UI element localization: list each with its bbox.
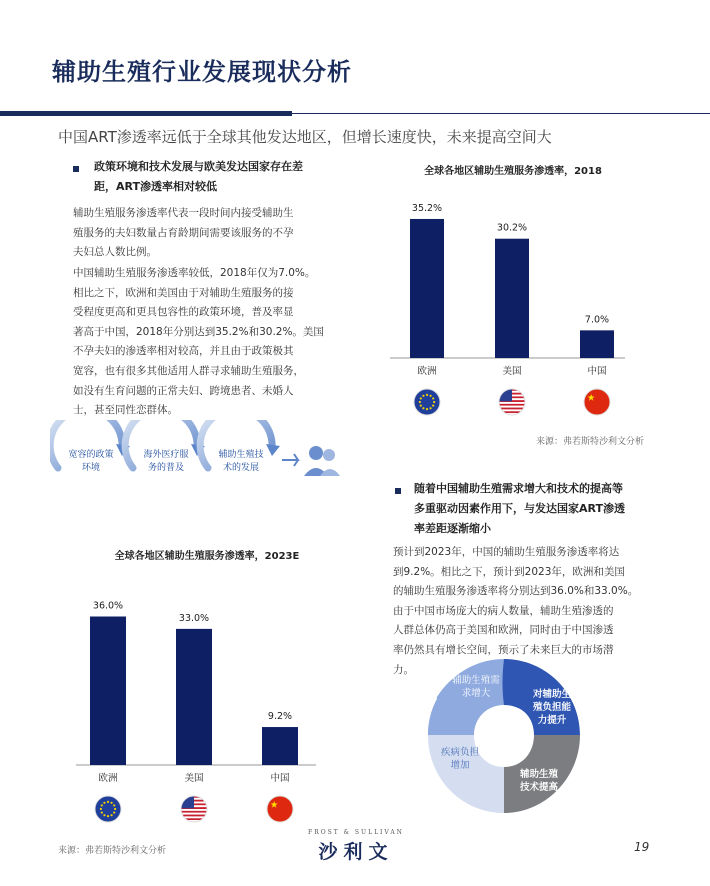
page-subtitle: 中国ART渗透率远低于全球其他发达地区，但增长速度快，未来提高空间大: [58, 128, 552, 146]
text-line: 预计到2023年，中国的辅助生殖服务渗透率将达: [393, 546, 620, 558]
logo-bottom-text: 沙利文: [318, 841, 394, 863]
data-label-2: 7.0%: [584, 314, 610, 326]
bullet-square-icon: [73, 166, 79, 172]
cycle-seg2-line3: 力提升: [537, 715, 567, 726]
cycle-seg1-line1: 辅助生殖需: [452, 675, 500, 686]
text-line: 受程度更高和更具包容性的政策环境，普及率显: [73, 306, 294, 319]
us-flag-icon: [181, 796, 207, 822]
cycle-seg4-line2: 增加: [450, 760, 470, 771]
bar-1: [495, 239, 529, 358]
flow-item-1-line1: 宽容的政策: [68, 450, 114, 460]
text-line: 到9.2%。相比之下，预计到2023年，欧洲和美国: [393, 565, 625, 578]
text-line: 殖服务的夫妇数量占育龄期间需要该服务的不孕: [73, 226, 294, 239]
text-line: 人群总体仍高于美国和欧洲，同时由于中国渗透: [393, 624, 614, 637]
source-right: 来源：弗若斯特沙利文分析: [536, 437, 645, 447]
bullet-square-icon: [395, 488, 401, 494]
flow-item-2-line1: 海外医疗服: [143, 450, 189, 460]
bar-0: [410, 219, 444, 358]
cycle-seg3-line1: 辅助生殖: [519, 769, 559, 780]
category-label-0: 欧洲: [98, 773, 118, 784]
logo-top-text: FROST & SULLIVAN: [308, 829, 404, 836]
drivers-flow-diagram: [50, 420, 350, 500]
growth-drivers-cycle: [424, 655, 584, 820]
china-flag-icon: [584, 389, 610, 415]
people-icon: [282, 446, 340, 476]
text-line: 不孕夫妇的渗透率相对较高，并且由于政策极其: [73, 345, 294, 358]
category-label-1: 美国: [502, 366, 522, 377]
section1-heading-line1: 政策环境和技术发展与欧美发达国家存在差: [94, 160, 303, 173]
chart-2023-title: 全球各地区辅助生殖服务渗透率，2023E: [114, 551, 300, 562]
eu-flag-icon: [95, 796, 121, 822]
text-line: 中国辅助生殖服务渗透率较低，2018年仅为7.0%。: [73, 267, 316, 279]
title-underline-line: [292, 113, 710, 114]
section2-heading-line3: 率差距逐渐缩小: [414, 522, 491, 535]
text-line: 力。: [393, 663, 414, 676]
section2-heading: [414, 479, 654, 539]
data-label-0: 36.0%: [92, 600, 124, 612]
text-line: 如没有生育问题的正常夫妇、跨境患者、未婚人: [73, 384, 294, 397]
data-label-0: 35.2%: [411, 202, 443, 214]
page-number: 19: [634, 840, 650, 854]
us-flag-icon: [499, 389, 525, 415]
china-flag-icon: [267, 796, 293, 822]
flow-item-3-line2: 术的发展: [222, 463, 260, 473]
text-line: 由于中国市场庞大的病人数量，辅助生殖渗透的: [393, 604, 614, 617]
bar-2: [262, 727, 298, 765]
text-line: 宽容，也有很多其他适用人群寻求辅助生殖服务，: [73, 364, 304, 377]
cycle-seg2-line2: 殖负担能: [532, 702, 572, 713]
bar-2: [580, 330, 614, 358]
flow-circle-3: [200, 420, 280, 488]
text-line: 辅助生殖服务渗透率代表一段时间内接受辅助生: [73, 207, 294, 219]
chart-2018-title: 全球各地区辅助生殖服务渗透率，2018: [424, 166, 602, 177]
flow-circle-1: [50, 420, 130, 488]
cycle-seg3-line2: 技术提高: [519, 782, 559, 793]
data-label-2: 9.2%: [267, 711, 293, 723]
chart-2018: [390, 200, 640, 425]
flow-item-1-line2: 环境: [81, 463, 101, 473]
data-label-1: 33.0%: [178, 612, 210, 624]
frost-sullivan-logo: [306, 829, 406, 864]
cycle-seg1-line2: 求增大: [461, 688, 491, 699]
text-line: 著高于中国，2018年分别达到35.2%和30.2%。美国: [73, 325, 324, 338]
text-line: 夫妇总人数比例。: [73, 246, 157, 259]
title-underline-bar: [0, 111, 292, 116]
cycle-seg4-line1: 疾病负担: [440, 747, 480, 758]
cycle-center: [484, 716, 524, 756]
category-label-1: 美国: [184, 773, 204, 784]
category-label-2: 中国: [270, 773, 290, 784]
flow-circle-2: [125, 420, 205, 488]
text-line: 相比之下，欧洲和美国由于对辅助生殖服务的接: [73, 286, 294, 299]
chart-2023: [76, 600, 326, 832]
flow-item-2-line2: 务的普及: [147, 463, 185, 473]
section1-para1: [73, 204, 343, 263]
eu-flag-icon: [414, 389, 440, 415]
flow-item-3-line1: 辅助生殖技: [218, 450, 264, 460]
text-line: 士，甚至同性恋群体。: [73, 404, 178, 417]
category-label-2: 中国: [587, 366, 607, 377]
section2-heading-line2: 多重驱动因素作用下，与发达国家ART渗透: [414, 502, 625, 515]
bar-0: [90, 617, 126, 766]
section2-heading-line1: 随着中国辅助生殖需求增大和技术的提高等: [414, 482, 623, 495]
section1-para2: [73, 264, 343, 421]
bar-1: [176, 629, 212, 765]
source-left: 来源：弗若斯特沙利文分析: [58, 846, 167, 856]
data-label-1: 30.2%: [496, 222, 528, 234]
section1-heading-line2: 距，ART渗透率相对较低: [94, 180, 217, 193]
cycle-seg2-line1: 对辅助生: [532, 689, 572, 700]
section1-heading: [94, 157, 324, 197]
category-label-0: 欧洲: [417, 366, 437, 377]
page-title: 辅助生殖行业发展现状分析: [52, 58, 352, 86]
text-line: 的辅助生殖服务渗透率将分别达到36.0%和33.0%。: [393, 585, 639, 598]
text-line: 率仍然具有增长空间，预示了未来巨大的市场潜: [393, 643, 614, 656]
